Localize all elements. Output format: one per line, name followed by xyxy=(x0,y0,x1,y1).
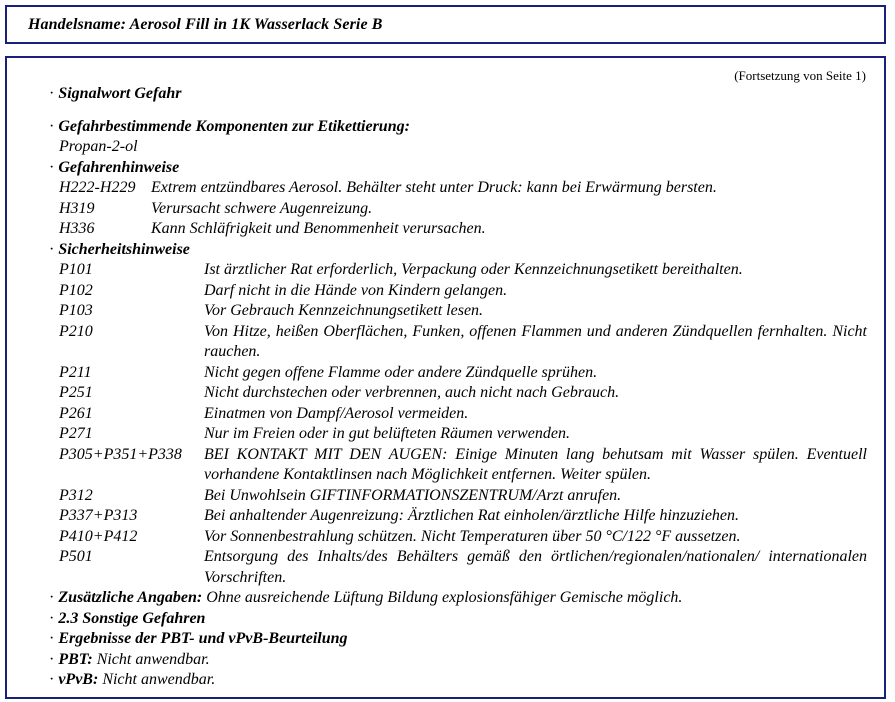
vpvb-label: vPvB: xyxy=(58,671,99,688)
statement-text: Extrem entzündbares Aerosol. Behälter steht unter Druck: kann bei Erwärmung bersten. xyxy=(151,179,717,196)
statement-text: Vor Sonnenbestrahlung schützen. Nicht Temperaturen über 50 °C/122 °F aussetzen. xyxy=(204,527,741,545)
statement-text: Kann Schläfrigkeit und Benommenheit verursachen. xyxy=(151,220,486,237)
statement-text: Bei anhaltender Augenreizung: Ärztlichen Rat einholen/ärztliche Hilfe hinzuziehen. xyxy=(204,507,740,524)
precautionary-statement-row xyxy=(49,363,869,384)
section-content xyxy=(49,84,869,691)
statement-code: P102 xyxy=(59,281,93,299)
pbt-line xyxy=(49,650,869,671)
statement-text: BEI KONTAKT MIT DEN AUGEN: Einige Minuten lang behutsam mit Wasser spülen. Eventuell vorhandene Kontaktlinsen nach Möglichkeit entfernen. Weiter spülen. xyxy=(204,445,867,483)
statement-text: Darf nicht in die Hände von Kindern gelangen. xyxy=(204,281,508,299)
bullet: · xyxy=(49,589,55,606)
vpvb-value: Nicht anwendbar. xyxy=(102,671,216,688)
hazard-statements-label: Gefahrenhinweise xyxy=(58,158,180,176)
statement-code: H336 xyxy=(59,220,95,237)
pbt-value: Nicht anwendbar. xyxy=(96,650,210,668)
hazard-statement-row xyxy=(49,178,869,199)
statement-code: P305+P351+P338 xyxy=(59,445,182,463)
statement-code: P261 xyxy=(59,404,93,422)
signal-word-line xyxy=(49,84,869,105)
statement-text: Ist ärztlicher Rat erforderlich, Verpackung oder Kennzeichnungsetikett bereithalten. xyxy=(204,261,743,278)
statement-code: P210 xyxy=(59,322,93,340)
statement-code: P501 xyxy=(59,548,93,565)
statement-text: Nicht gegen offene Flamme oder andere Zündquelle sprühen. xyxy=(204,363,598,381)
hazard-components-value: Propan-2-ol xyxy=(59,138,138,155)
bullet: · xyxy=(49,609,55,627)
hazard-statements-heading xyxy=(49,158,869,179)
precautionary-statement-row xyxy=(49,260,869,281)
hazard-statement-row xyxy=(49,219,869,240)
statement-text: Nicht durchstechen oder verbrennen, auch nicht nach Gebrauch. xyxy=(204,384,620,401)
precautionary-statement-row xyxy=(49,281,869,302)
statement-text: Von Hitze, heißen Oberflächen, Funken, offenen Flammen und anderen Zündquellen fernhalten. Nicht rauchen. xyxy=(204,322,867,360)
precautionary-statement-row xyxy=(49,383,869,404)
pbt-label: PBT: xyxy=(58,650,93,668)
trade-name-title: Handelsname: Aerosol Fill in 1K Wasserlack Serie B xyxy=(28,16,383,33)
hazard-components-label: Gefahrbestimmende Komponenten zur Etikettierung: xyxy=(58,117,410,135)
statement-code: H319 xyxy=(59,199,95,217)
statement-text: Nur im Freien oder in gut belüfteten Räumen verwenden. xyxy=(204,425,570,442)
main-section xyxy=(5,56,886,699)
other-hazards-heading: 2.3 Sonstige Gefahren xyxy=(58,609,206,627)
continuation-note: (Fortsetzung von Seite 1) xyxy=(734,68,866,83)
precautionary-statement-row xyxy=(49,424,869,445)
precautionary-statement-row xyxy=(49,506,869,527)
hazard-statement-row xyxy=(49,199,869,220)
signal-word: Signalwort Gefahr xyxy=(58,85,182,102)
precautionary-statement-row xyxy=(49,527,869,548)
statement-code: P410+P412 xyxy=(59,527,138,545)
precautionary-statement-row xyxy=(49,445,869,486)
bullet: · xyxy=(49,117,55,135)
statement-text: Verursacht schwere Augenreizung. xyxy=(151,199,373,217)
statement-code: P101 xyxy=(59,261,93,278)
precautionary-statement-row xyxy=(49,301,869,322)
hazard-components-heading xyxy=(49,117,869,138)
additional-info-label: Zusätzliche Angaben: xyxy=(58,589,203,606)
vpvb-line xyxy=(49,670,869,691)
pbt-assessment-line xyxy=(49,629,869,650)
bullet: · xyxy=(49,671,55,688)
precautionary-statement-row xyxy=(49,547,869,588)
precautionary-heading xyxy=(49,240,869,261)
statement-text: Einatmen von Dampf/Aerosol vermeiden. xyxy=(204,404,469,422)
statement-code: H222-H229 xyxy=(59,179,136,196)
header-box xyxy=(5,5,886,44)
precautionary-statement-row xyxy=(49,322,869,363)
statement-text: Bei Unwohlsein GIFTINFORMATIONSZENTRUM/Arzt anrufen. xyxy=(204,486,622,504)
statement-code: P103 xyxy=(59,302,93,319)
hazard-statements-list xyxy=(49,178,869,240)
other-hazards-line xyxy=(49,609,869,630)
precautionary-statement-row xyxy=(49,486,869,507)
bullet: · xyxy=(49,650,55,668)
statement-code: P251 xyxy=(59,384,93,401)
statement-code: P312 xyxy=(59,486,93,504)
pbt-assessment-heading: Ergebnisse der PBT- und vPvB-Beurteilung xyxy=(58,630,348,647)
statement-text: Entsorgung des Inhalts/des Behälters gemäß den örtlichen/regionalen/nationalen/ internationalen Vorschriften. xyxy=(204,548,867,586)
additional-info-line xyxy=(49,588,869,609)
statement-code: P337+P313 xyxy=(59,507,138,524)
bullet: · xyxy=(49,158,55,176)
precautionary-label: Sicherheitshinweise xyxy=(58,240,190,258)
statement-code: P271 xyxy=(59,425,93,442)
statement-text: Vor Gebrauch Kennzeichnungsetikett lesen. xyxy=(204,302,484,319)
statement-code: P211 xyxy=(59,363,92,381)
precautionary-statement-row xyxy=(49,404,869,425)
bullet: · xyxy=(49,240,55,258)
additional-info-value: Ohne ausreichende Lüftung Bildung explosionsfähiger Gemische möglich. xyxy=(206,589,683,606)
precautionary-statements-list xyxy=(49,260,869,588)
bullet: · xyxy=(49,630,55,647)
bullet: · xyxy=(49,85,55,102)
